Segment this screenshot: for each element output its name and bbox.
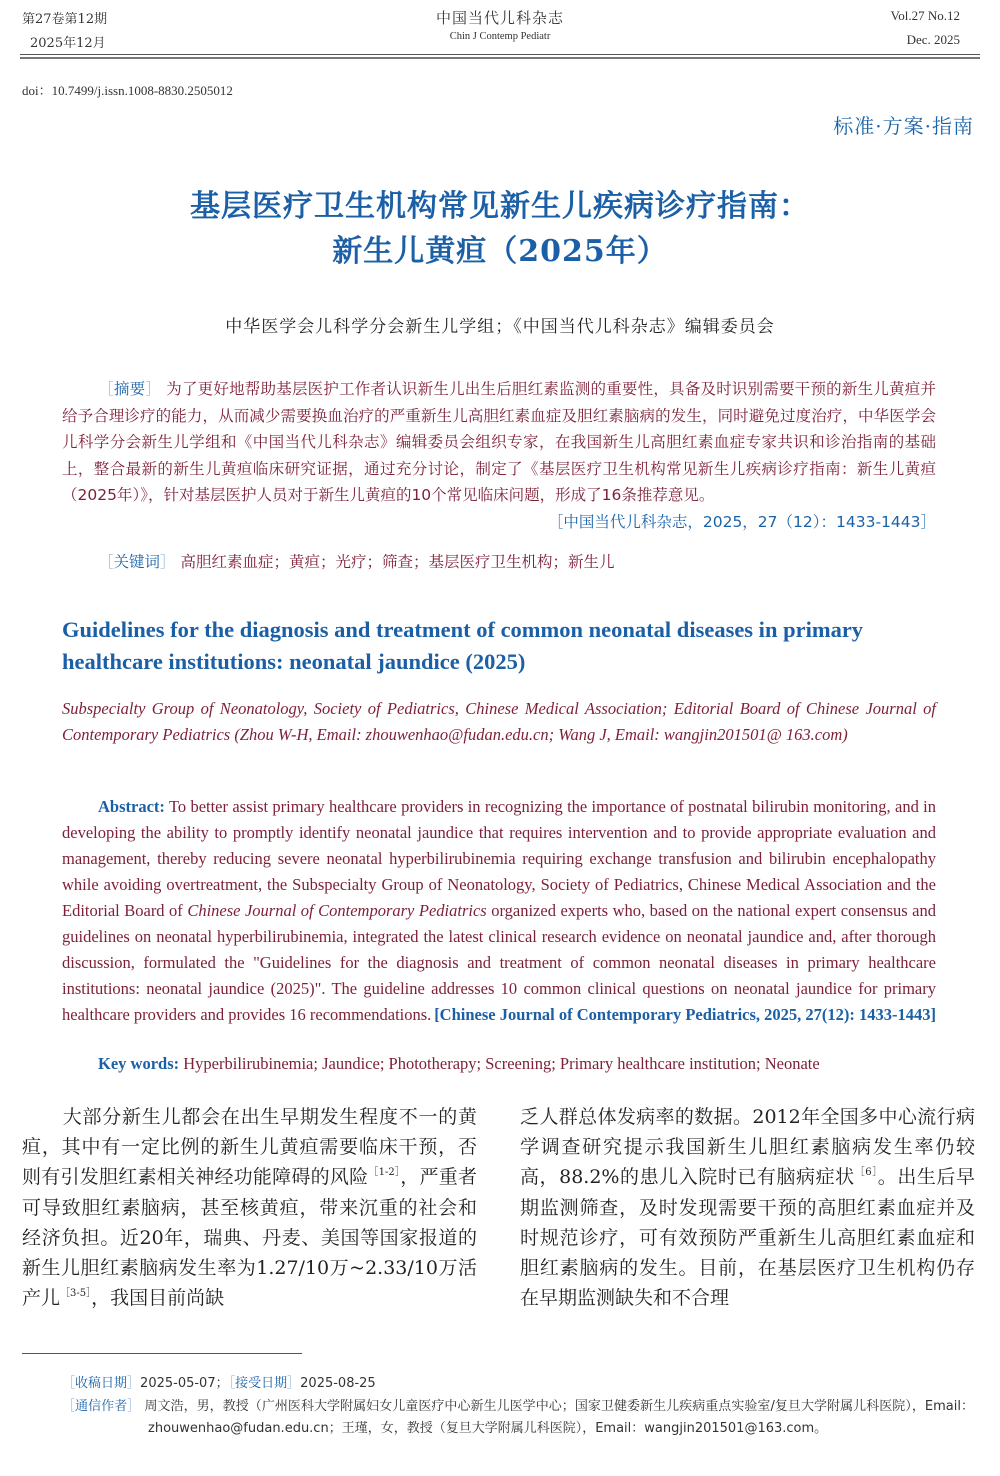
keywords-cn-label: 关键词 — [113, 553, 161, 571]
header-volume-issue: 第27卷第12期 — [22, 12, 108, 27]
abstract-cn-text: 为了更好地帮助基层医护工作者认识新生儿出生后胆红素监测的重要性，具备及时识别需要干预的新生儿黄疸并给予合理诊疗的能力，从而减少需要换血治疗的严重新生儿高胆红素血症及胆红素脑病的发生，同时避免过度治疗，中华医学会儿科学分会新生儿学组和《中国当代儿科杂志》编辑委员会组织专家，在我国新生儿高胆红素血症专家共识和诊治指南的基础上，整合最新的新生儿黄疸临床研究证据，通过充分讨论，制定了《基层医疗卫生机构常见新生儿疾病诊疗指南：新生儿黄疸（2025年）》，针对基层医护人员对于新生儿黄疸的10个常见临床问题，形成了16条推荐意见。 — [62, 380, 936, 504]
header-journal-name-cn: 中国当代儿科杂志 — [435, 9, 564, 27]
accepted-date: 2025-08-25 — [300, 1376, 376, 1391]
header-volume-en: Vol.27 No.12 — [890, 8, 960, 23]
corresponding-label: 通信作者 — [75, 1399, 128, 1414]
article-title-line2: 新生儿黄疸（2025年） — [332, 234, 668, 269]
body-column-right — [520, 1102, 975, 1313]
abstract-en-label: Abstract: — [98, 797, 165, 816]
body-left-text-b: ，严重者可导致胆红素脑病，甚至核黄疸，带来沉重的社会和经济负担。近20年，瑞典、丹麦、美国等国家报道的新生儿胆红素脑病发生率为1.27/10万~2.33/10万活产儿 — [22, 1166, 477, 1310]
header-date-cn: 2025年12月 — [30, 36, 106, 51]
corresponding-text: 周文浩，男，教授（广州医科大学附属妇女儿童医疗中心新生儿医学中心；国家卫健委新生儿疾病重点实验室/复旦大学附属儿科医院），Email：zhouwenhao@fudan.edu.cn；王瑾，女，教授（复旦大学附属儿科医院），Email：wangjin201501@163.com。 — [144, 1399, 974, 1436]
abstract-en-journal: Chinese Journal of Contemporary Pediatrics — [187, 901, 487, 920]
body-column-left — [22, 1102, 477, 1313]
reference-link[interactable]: ［1-2］ — [368, 1167, 401, 1179]
footnote-corresponding: ［通信作者］ 周文浩，男，教授（广州医科大学附属妇女儿童医疗中心新生儿医学中心；国家卫健委新生儿疾病重点实验室/复旦大学附属儿科医院），Email：zhouwenhao@fudan.edu.cn；王瑾，女，教授（复旦大学附属儿科医院），Email：wangjin201501@163.com。 — [62, 1399, 974, 1436]
article-title-line1: 基层医疗卫生机构常见新生儿疾病诊疗指南： — [190, 189, 810, 224]
header-date-en: Dec. 2025 — [906, 32, 960, 47]
header-rule-thick — [20, 57, 980, 59]
body-right-text-a: 乏人群总体发病率的数据。2012年全国多中心流行病学调查研究提示我国新生儿胆红素脑病发生率仍较高，88.2%的患儿入院时已有脑病症状 — [520, 1106, 975, 1189]
body-left-text-c: ，我国目前尚缺 — [91, 1287, 225, 1310]
keywords-cn: ［关键词］ 高胆红素血症；黄疸；光疗；筛查；基层医疗卫生机构；新生儿 — [98, 553, 615, 571]
section-label: 标准·方案·指南 — [833, 114, 974, 138]
abstract-cn-citation: ［中国当代儿科杂志，2025，27（12）：1433-1443］ — [547, 512, 936, 531]
abstract-en-text-part1: To better assist primary healthcare providers in recognizing the importance of postnatal bilirubin monitoring, and in developing the ability to promptly identify neonatal jaundice that requires intervention and to provide appropriate evaluation and management, thereby reducing severe neonatal hyperbilirubinemia requiring exchange transfusion and bilirubin encephalopathy while avoiding overtreatment, the Subspecialty Group of Neonatology, Society of Pediatrics, Chinese Medical Association and the Editorial Board of — [62, 797, 936, 920]
keywords-en-label: Key words: — [98, 1054, 180, 1073]
footnote-rule — [22, 1353, 302, 1354]
abstract-cn: ［摘要］ 为了更好地帮助基层医护工作者认识新生儿出生后胆红素监测的重要性，具备及时识别需要干预的新生儿黄疸并给予合理诊疗的能力，从而减少需要换血治疗的严重新生儿高胆红素血症及胆红素脑病的发生，同时避免过度治疗，中华医学会儿科学分会新生儿学组和《中国当代儿科杂志》编辑委员会组织专家，在我国新生儿高胆红素血症专家共识和诊治指南的基础上，整合最新的新生儿黄疸临床研究证据，通过充分讨论，制定了《基层医疗卫生机构常见新生儿疾病诊疗指南：新生儿黄疸（2025年）》，针对基层医护人员对于新生儿黄疸的10个常见临床问题，形成了16条推荐意见。 ［中国当代儿科杂志，2025，27（12）：1433-1443］ — [62, 376, 936, 535]
received-date: 2025-05-07； — [140, 1376, 229, 1391]
abstract-cn-label: 摘要 — [113, 380, 146, 398]
keywords-en-text: Hyperbilirubinemia; Jaundice; Phototherapy; Screening; Primary healthcare institution; Neonate — [183, 1054, 820, 1073]
doi[interactable]: doi：10.7499/j.issn.1008-8830.2505012 — [22, 83, 233, 98]
abstract-en-text-part2: organized experts who, based on the national expert consensus and guidelines on neonatal hyperbilirubinemia, integrated the latest clinical research evidence on neonatal jaundice and, after thorough discussion, formulated the "Guidelines for the diagnosis and treatment of common neonatal diseases in primary healthcare institutions: neonatal jaundice (2025)". The guideline addresses 10 common clinical questions on neonatal jaundice for primary healthcare providers and provides 16 recommendations. — [62, 901, 936, 1024]
header-journal-name-en: Chin J Contemp Pediatr — [449, 31, 551, 42]
abstract-en-citation: [Chinese Journal of Contemporary Pediatrics, 2025, 27(12): 1433-1443] — [434, 1005, 936, 1024]
reference-link[interactable]: ［6］ — [854, 1167, 878, 1179]
abstract-en — [62, 794, 936, 1028]
reference-link[interactable]: ［3-5］ — [60, 1288, 92, 1300]
authors-cn: 中华医学会儿科学分会新生儿学组；《中国当代儿科杂志》编辑委员会 — [225, 317, 775, 337]
keywords-en — [98, 1054, 820, 1074]
accepted-label: 接受日期 — [235, 1376, 288, 1391]
body-left-text-a: 大部分新生儿都会在出生早期发生程度不一的黄疸，其中有一定比例的新生儿黄疸需要临床干预，否则有引发胆红素相关神经功能障碍的风险 — [22, 1106, 477, 1189]
body-right-text-b: 。出生后早期监测筛查，及时发现需要干预的高胆红素血症并及时规范诊疗，可有效预防严重新生儿高胆红素血症和胆红素脑病的发生。目前，在基层医疗卫生机构仍存在早期监测缺失和不合理 — [520, 1166, 975, 1310]
keywords-cn-text: 高胆红素血症；黄疸；光疗；筛查；基层医疗卫生机构；新生儿 — [180, 553, 615, 571]
footnote-dates: ［收稿日期］2025-05-07；［接受日期］2025-08-25 — [62, 1376, 376, 1391]
affiliation-en: Subspecialty Group of Neonatology, Society of Pediatrics, Chinese Medical Association; Editorial Board of Chinese Journal of Contemporary Pediatrics (Zhou W-H, Email: zhouwenhao@fudan.edu.cn; Wang J, Email: wangjin201501@ 163.com) — [62, 699, 936, 744]
header-rule — [20, 54, 980, 55]
article-title-en: Guidelines for the diagnosis and treatment of common neonatal diseases in primary healthcare institutions: neonatal jaundice (2025) — [62, 617, 864, 674]
received-label: 收稿日期 — [75, 1376, 128, 1391]
